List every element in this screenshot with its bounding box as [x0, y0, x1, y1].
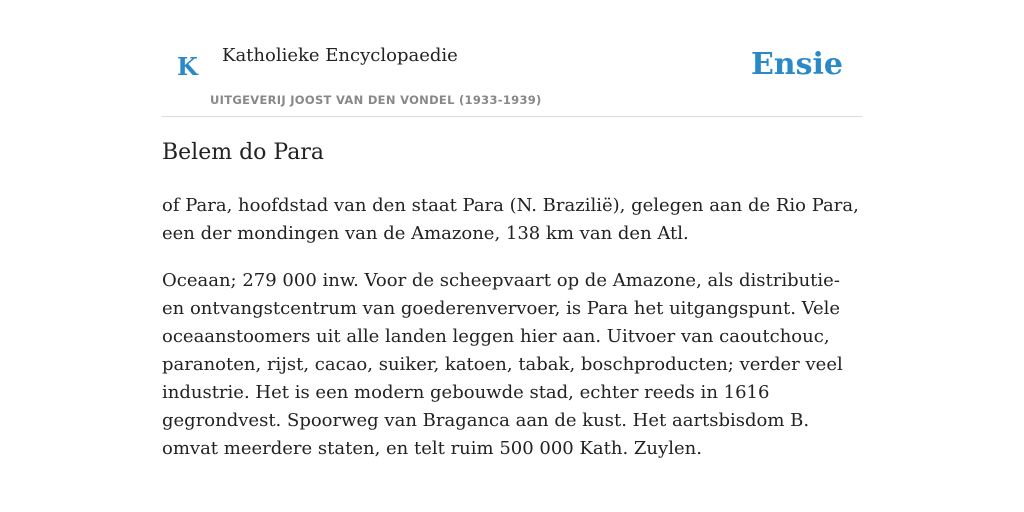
article-paragraph: Oceaan; 279 000 inw. Voor de scheepvaart op de Amazone, als distributie- en ontvangstcentrum van goederenvervoer, is Para het uitgangspunt. Vele oceaanstoomers uit alle landen leggen hier aan. Uitvoer van caoutchouc, paranoten, rijst, cacao, suiker, katoen, tabak, boschproducten; verder veel industrie. Het is een modern gebouwde stad, echter reeds in 1616 gegrondvest. Spoorweg van Braganca aan de kust. Het aartsbisdom B. omvat meerdere staten, en telt ruim 500 000 Kath. Zuylen. [162, 270, 843, 459]
source-title[interactable]: Katholieke Encyclopaedie [222, 45, 458, 66]
publisher-label: UITGEVERIJ JOOST VAN DEN VONDEL (1933-1939) [210, 93, 542, 107]
brand-logo[interactable]: Ensie [750, 47, 843, 82]
page [162, 0, 862, 459]
article-body [162, 192, 862, 482]
header [162, 0, 862, 117]
article-paragraph: of Para, hoofdstad van den staat Para (N. Brazilië), gelegen aan de Rio Para, een der mondingen van de Amazone, 138 km van den Atl. [162, 195, 859, 244]
source-logo[interactable]: K [177, 52, 198, 81]
article-title: Belem do Para [162, 140, 324, 165]
